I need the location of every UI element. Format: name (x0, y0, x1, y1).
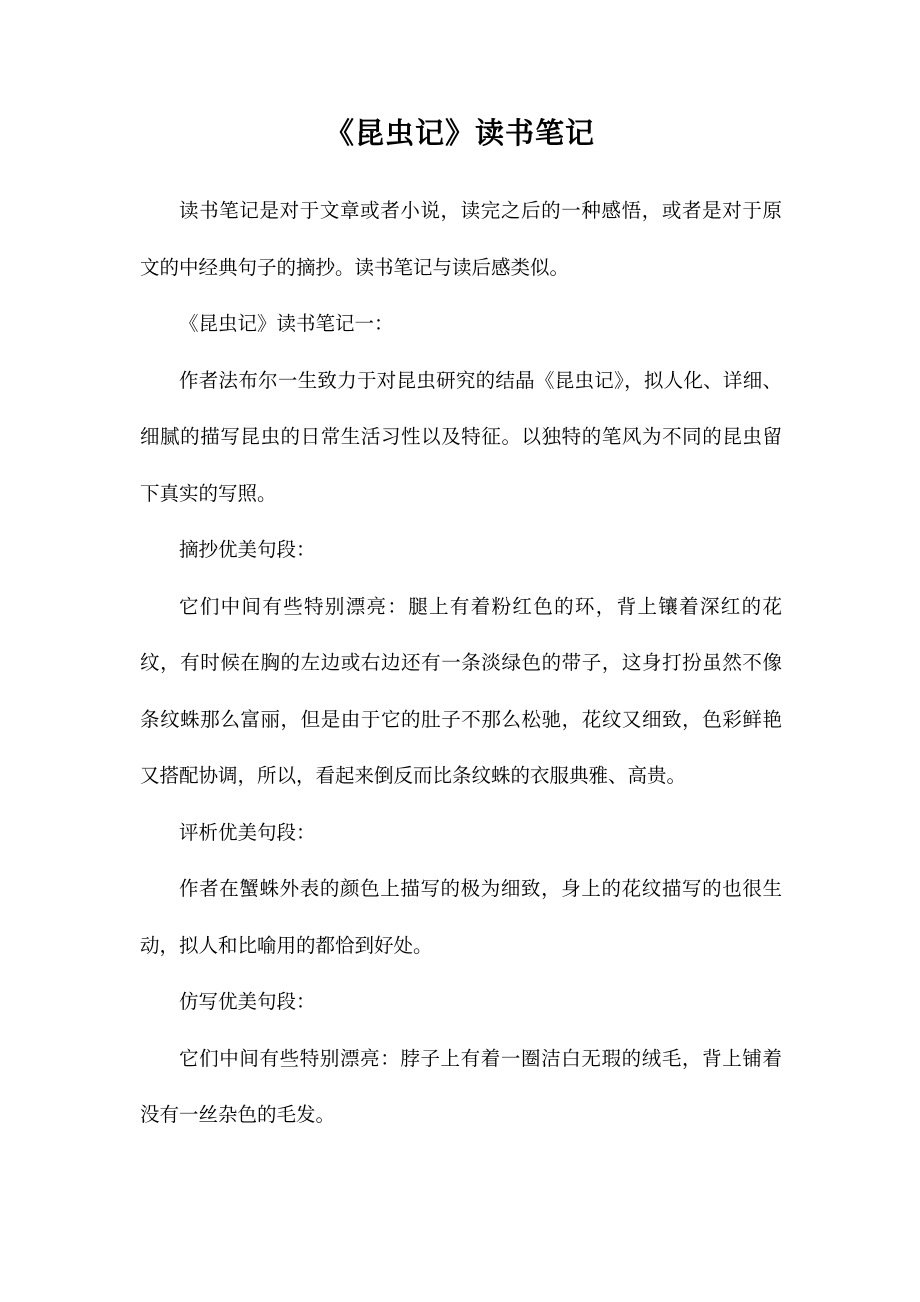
paragraph-author-summary: 作者法布尔一生致力于对昆虫研究的结晶《昆虫记》，拟人化、详细、细腻的描写昆虫的日常生活习性以及特征。以独特的笔风为不同的昆虫留下真实的写照。 (140, 368, 782, 505)
paragraph-imitation: 它们中间有些特别漂亮：脖子上有着一圈洁白无瑕的绒毛，背上铺着没有一丝杂色的毛发。 (140, 1046, 782, 1126)
paragraph-excerpt: 它们中间有些特别漂亮：腿上有着粉红色的环，背上镶着深红的花纹，有时候在胸的左边或右边还有一条淡绿色的带子，这身打扮虽然不像条纹蛛那么富丽，但是由于它的肚子不那么松驰，花纹又细致，色彩鲜艳又搭配协调，所以，看起来倒反而比条纹蛛的衣服典雅、高贵。 (140, 594, 782, 787)
paragraph-intro: 读书笔记是对于文章或者小说，读完之后的一种感悟，或者是对于原文的中经典句子的摘抄。读书笔记与读后感类似。 (140, 199, 782, 279)
paragraph-excerpt-label: 摘抄优美句段： (179, 538, 316, 561)
document-title: 《昆虫记》读书笔记 (324, 116, 595, 150)
document-body (140, 183, 782, 1144)
paragraph-analysis: 作者在蟹蛛外表的颜色上描写的极为细致，身上的花纹描写的也很生动，拟人和比喻用的都恰到好处。 (140, 877, 782, 957)
paragraph-imitation-label: 仿写优美句段： (179, 990, 316, 1013)
paragraph-analysis-label: 评析优美句段： (179, 820, 316, 844)
paragraph-section-heading: 《昆虫记》读书笔记一： (179, 312, 394, 335)
